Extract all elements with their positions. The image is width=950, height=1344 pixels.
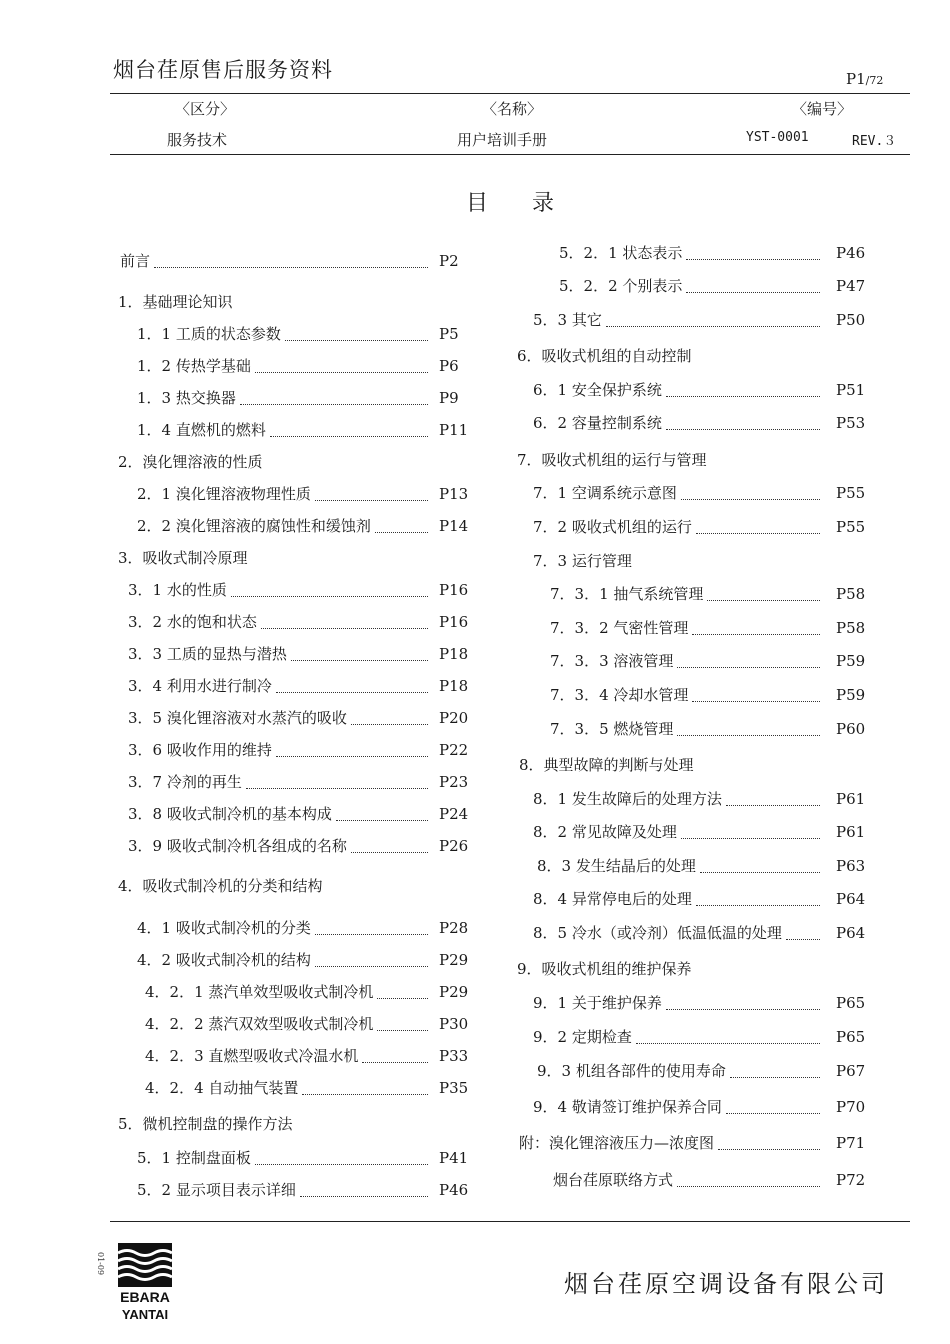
toc-entry[interactable] xyxy=(120,250,479,272)
toc-entry[interactable] xyxy=(137,387,479,409)
toc-entry-page: P23 xyxy=(439,773,469,791)
toc-leader-dots xyxy=(300,1196,428,1197)
toc-entry-label: 附：溴化锂溶液压力—浓度图 xyxy=(519,1134,715,1152)
toc-entry-label: 3．3 工质的显热与潜热 xyxy=(128,645,287,663)
toc-entry-page: P60 xyxy=(836,720,866,738)
logo-text-yantai: YANTAI xyxy=(121,1307,169,1322)
toc-entry-page: P67 xyxy=(836,1062,866,1080)
toc-entry[interactable] xyxy=(550,684,876,706)
toc-entry[interactable] xyxy=(145,981,479,1003)
toc-entry-label: 5．1 控制盘面板 xyxy=(137,1149,251,1167)
toc-leader-dots xyxy=(255,372,428,373)
toc-entry-page: P20 xyxy=(439,709,469,727)
toc-entry[interactable] xyxy=(128,803,479,825)
toc-entry-label: 3．1 水的性质 xyxy=(128,581,227,599)
toc-entry[interactable] xyxy=(128,707,479,729)
footer-rule xyxy=(110,1221,910,1222)
toc-leader-dots xyxy=(686,259,820,260)
toc-leader-dots xyxy=(291,660,428,661)
name-value: 用户培训手册 xyxy=(457,131,548,149)
toc-entry-page: P2 xyxy=(439,252,459,270)
toc-leader-dots xyxy=(726,805,820,806)
toc-entry[interactable] xyxy=(537,855,876,877)
toc-entry[interactable] xyxy=(533,1096,876,1118)
toc-entry-label: 5．2．1 状态表示 xyxy=(559,244,683,262)
toc-entry[interactable] xyxy=(137,355,479,377)
category-value: 服务技术 xyxy=(167,131,228,149)
toc-entry[interactable] xyxy=(128,611,479,633)
toc-entry-label: 3．7 冷剂的再生 xyxy=(128,773,242,791)
toc-entry[interactable] xyxy=(128,739,479,761)
toc-entry-label: 1．3 热交换器 xyxy=(137,389,236,407)
toc-entry-page: P24 xyxy=(439,805,469,823)
toc-leader-dots xyxy=(718,1149,820,1150)
toc-entry[interactable] xyxy=(533,412,876,434)
toc-entry[interactable] xyxy=(128,771,479,793)
toc-entry[interactable] xyxy=(553,1169,876,1191)
toc-entry-page: P16 xyxy=(439,613,469,631)
toc-entry[interactable] xyxy=(533,922,876,944)
toc-leader-dots xyxy=(681,499,820,500)
toc-leader-dots xyxy=(246,788,428,789)
toc-leader-dots xyxy=(315,934,428,935)
toc-section-heading[interactable]: 6．吸收式机组的自动控制 xyxy=(517,347,692,365)
toc-leader-dots xyxy=(377,1030,428,1031)
toc-section-heading[interactable]: 7．吸收式机组的运行与管理 xyxy=(517,451,707,469)
toc-entry[interactable] xyxy=(137,323,479,345)
toc-entry-label: 前言 xyxy=(120,252,151,270)
toc-entry-label: 4．2．2 蒸汽双效型吸收式制冷机 xyxy=(145,1015,374,1033)
toc-leader-dots xyxy=(154,267,428,268)
toc-entry-page: P26 xyxy=(439,837,469,855)
toc-entry[interactable] xyxy=(137,949,479,971)
toc-entry[interactable] xyxy=(137,515,479,537)
toc-leader-dots xyxy=(692,634,820,635)
toc-entry[interactable] xyxy=(145,1045,479,1067)
toc-entry[interactable] xyxy=(550,583,876,605)
col-label-name: 〈名称〉 xyxy=(482,100,543,118)
toc-section-heading[interactable]: 9．吸收式机组的维护保养 xyxy=(517,960,692,978)
toc-entry-page: P47 xyxy=(836,277,866,295)
toc-entry-label: 3．2 水的饱和状态 xyxy=(128,613,257,631)
toc-section-heading[interactable]: 4．吸收式制冷机的分类和结构 xyxy=(118,877,323,895)
toc-entry[interactable] xyxy=(128,835,479,857)
toc-entry-label: 9．3 机组各部件的使用寿命 xyxy=(537,1062,726,1080)
toc-entry[interactable] xyxy=(137,1147,479,1169)
page-number xyxy=(846,70,883,88)
toc-entry-label: 9．4 敬请签订维护保养合同 xyxy=(533,1098,722,1116)
toc-entry-page: P64 xyxy=(836,924,866,942)
toc-entry[interactable] xyxy=(128,643,479,665)
toc-entry-page: P71 xyxy=(836,1134,866,1152)
toc-entry-page: P11 xyxy=(439,421,469,439)
toc-leader-dots xyxy=(786,939,820,940)
toc-leader-dots xyxy=(270,436,428,437)
toc-leader-dots xyxy=(636,1043,820,1044)
page-current: 1 xyxy=(856,70,866,88)
toc-entry-label: 1．2 传热学基础 xyxy=(137,357,251,375)
toc-entry-label: 6．2 容量控制系统 xyxy=(533,414,662,432)
col-label-code: 〈编号〉 xyxy=(792,100,853,118)
header-top-rule xyxy=(110,93,910,94)
toc-entry-page: P65 xyxy=(836,994,866,1012)
toc-entry-page: P41 xyxy=(439,1149,469,1167)
toc-leader-dots xyxy=(666,429,820,430)
toc-entry-page: P14 xyxy=(439,517,469,535)
page-prefix: P xyxy=(846,70,857,88)
toc-entry[interactable] xyxy=(533,516,876,538)
toc-entry-label: 7．3．4 冷却水管理 xyxy=(550,686,689,704)
toc-entry-page: P61 xyxy=(836,823,866,841)
toc-entry-page: P59 xyxy=(836,652,866,670)
toc-entry-label: 4．1 吸收式制冷机的分类 xyxy=(137,919,311,937)
toc-leader-dots xyxy=(231,596,428,597)
toc-leader-dots xyxy=(302,1094,428,1095)
toc-leader-dots xyxy=(377,998,428,999)
toc-entry-page: P30 xyxy=(439,1015,469,1033)
toc-leader-dots xyxy=(276,756,428,757)
toc-leader-dots xyxy=(255,1164,428,1165)
toc-entry-page: P70 xyxy=(836,1098,866,1116)
toc-entry-page: P46 xyxy=(836,244,866,262)
revision-value: REV.３ xyxy=(852,134,897,149)
toc-entry-label: 1．4 直燃机的燃料 xyxy=(137,421,266,439)
document-title: 烟台荏原售后服务资料 xyxy=(113,58,333,82)
toc-entry-page: P29 xyxy=(439,951,469,969)
toc-entry[interactable] xyxy=(145,1013,479,1035)
toc-entry-label: 7．1 空调系统示意图 xyxy=(533,484,677,502)
toc-leader-dots xyxy=(276,692,428,693)
toc-leader-dots xyxy=(315,500,428,501)
toc-entry-page: P64 xyxy=(836,890,866,908)
toc-leader-dots xyxy=(696,905,820,906)
toc-entry-page: P55 xyxy=(836,518,866,536)
toc-leader-dots xyxy=(666,396,820,397)
toc-leader-dots xyxy=(730,1077,820,1078)
toc-entry-page: P5 xyxy=(439,325,459,343)
toc-entry-label: 7．3．2 气密性管理 xyxy=(550,619,689,637)
toc-entry-page: P35 xyxy=(439,1079,469,1097)
toc-section-heading[interactable]: 2．溴化锂溶液的性质 xyxy=(118,453,263,471)
toc-entry[interactable] xyxy=(533,888,876,910)
toc-entry-label: 5．2 显示项目表示详细 xyxy=(137,1181,296,1199)
toc-entry-label: 8．2 常见故障及处理 xyxy=(533,823,677,841)
toc-entry-page: P55 xyxy=(836,484,866,502)
toc-leader-dots xyxy=(726,1113,820,1114)
toc-leader-dots xyxy=(677,735,820,736)
toc-entry-page: P22 xyxy=(439,741,469,759)
toc-entry-page: P65 xyxy=(836,1028,866,1046)
toc-entry[interactable] xyxy=(533,1026,876,1048)
toc-leader-dots xyxy=(240,404,428,405)
toc-leader-dots xyxy=(315,966,428,967)
toc-entry[interactable] xyxy=(559,275,876,297)
toc-leader-dots xyxy=(686,292,820,293)
page-total: /72 xyxy=(865,74,884,87)
toc-entry[interactable] xyxy=(533,482,876,504)
toc-entry-page: P28 xyxy=(439,919,469,937)
toc-entry-page: P13 xyxy=(439,485,469,503)
toc-entry-label: 9．2 定期检查 xyxy=(533,1028,632,1046)
toc-entry-page: P50 xyxy=(836,311,866,329)
toc-entry-label: 6．1 安全保护系统 xyxy=(533,381,662,399)
toc-leader-dots xyxy=(677,1186,820,1187)
toc-entry-label: 7．3．3 溶液管理 xyxy=(550,652,674,670)
toc-leader-dots xyxy=(362,1062,428,1063)
toc-entry-label: 1．1 工质的状态参数 xyxy=(137,325,281,343)
toc-entry[interactable] xyxy=(533,309,876,331)
toc-entry[interactable] xyxy=(137,419,479,441)
toc-section-heading[interactable]: 5．微机控制盘的操作方法 xyxy=(118,1115,293,1133)
toc-leader-dots xyxy=(336,820,428,821)
toc-entry-label: 4．2．3 直燃型吸收式冷温水机 xyxy=(145,1047,359,1065)
toc-entry-label: 2．2 溴化锂溶液的腐蚀性和缓蚀剂 xyxy=(137,517,371,535)
toc-entry[interactable] xyxy=(533,821,876,843)
toc-entry-label: 5．3 其它 xyxy=(533,311,602,329)
toc-entry-label: 4．2．1 蒸汽单效型吸收式制冷机 xyxy=(145,983,374,1001)
toc-entry[interactable] xyxy=(137,1179,479,1201)
toc-entry-label: 4．2．4 自动抽气装置 xyxy=(145,1079,299,1097)
toc-entry[interactable] xyxy=(550,650,876,672)
toc-entry[interactable] xyxy=(550,617,876,639)
toc-entry-page: P16 xyxy=(439,581,469,599)
toc-entry-page: P61 xyxy=(836,790,866,808)
toc-entry-page: P18 xyxy=(439,677,469,695)
toc-entry[interactable] xyxy=(559,242,876,264)
toc-entry-label: 3．6 吸收作用的维持 xyxy=(128,741,272,759)
toc-entry[interactable] xyxy=(128,579,479,601)
toc-leader-dots xyxy=(375,532,428,533)
toc-entry-label: 7．3．5 燃烧管理 xyxy=(550,720,674,738)
toc-entry-label: 9．1 关于维护保养 xyxy=(533,994,662,1012)
toc-entry-label: 烟台荏原联络方式 xyxy=(553,1171,674,1189)
toc-entry[interactable] xyxy=(550,718,876,740)
toc-section-heading[interactable]: 7．3 运行管理 xyxy=(533,552,632,570)
toc-entry-label: 7．2 吸收式机组的运行 xyxy=(533,518,692,536)
toc-entry-page: P29 xyxy=(439,983,469,1001)
toc-leader-dots xyxy=(677,667,820,668)
toc-entry-label: 3．8 吸收式制冷机的基本构成 xyxy=(128,805,332,823)
col-label-category: 〈区分〉 xyxy=(175,100,236,118)
toc-entry-page: P53 xyxy=(836,414,866,432)
toc-leader-dots xyxy=(681,838,820,839)
toc-entry-page: P18 xyxy=(439,645,469,663)
toc-leader-dots xyxy=(261,628,428,629)
toc-leader-dots xyxy=(696,533,820,534)
side-code: 01-09 xyxy=(96,1252,105,1276)
toc-entry-page: P72 xyxy=(836,1171,866,1189)
logo-text-ebara: EBARA xyxy=(120,1289,170,1305)
toc-section-heading[interactable]: 3．吸收式制冷原理 xyxy=(118,549,248,567)
toc-entry-page: P63 xyxy=(836,857,866,875)
toc-leader-dots xyxy=(606,326,820,327)
toc-leader-dots xyxy=(285,340,428,341)
toc-entry-page: P58 xyxy=(836,585,866,603)
toc-entry[interactable] xyxy=(537,1060,876,1082)
toc-leader-dots xyxy=(692,701,820,702)
code-value: YST-0001 xyxy=(746,130,809,145)
toc-entry[interactable] xyxy=(145,1077,479,1099)
ebara-yantai-logo xyxy=(112,1241,178,1323)
toc-entry-page: P59 xyxy=(836,686,866,704)
toc-leader-dots xyxy=(700,872,820,873)
toc-entry-label: 8．5 冷水（或冷剂）低温低温的处理 xyxy=(533,924,782,942)
toc-leader-dots xyxy=(351,852,428,853)
toc-entry[interactable] xyxy=(128,675,479,697)
toc-entry[interactable] xyxy=(137,917,479,939)
toc-entry-label: 8．3 发生结晶后的处理 xyxy=(537,857,696,875)
company-name: 烟台荏原空调设备有限公司 xyxy=(564,1270,888,1298)
toc-entry-page: P9 xyxy=(439,389,459,407)
toc-entry-label: 2．1 溴化锂溶液物理性质 xyxy=(137,485,311,503)
toc-entry-label: 5．2．2 个别表示 xyxy=(559,277,683,295)
toc-title: 目录 xyxy=(466,191,599,216)
toc-entry-label: 7．3．1 抽气系统管理 xyxy=(550,585,704,603)
toc-entry-label: 4．2 吸收式制冷机的结构 xyxy=(137,951,311,969)
toc-leader-dots xyxy=(666,1009,820,1010)
toc-entry[interactable] xyxy=(533,992,876,1014)
toc-section-heading[interactable]: 8．典型故障的判断与处理 xyxy=(519,756,694,774)
toc-entry-label: 3．4 利用水进行制冷 xyxy=(128,677,272,695)
toc-entry-page: P46 xyxy=(439,1181,469,1199)
toc-entry-page: P58 xyxy=(836,619,866,637)
toc-entry[interactable] xyxy=(533,788,876,810)
toc-leader-dots xyxy=(351,724,428,725)
toc-entry[interactable] xyxy=(137,483,479,505)
toc-entry-label: 3．9 吸收式制冷机各组成的名称 xyxy=(128,837,347,855)
toc-entry-label: 3．5 溴化锂溶液对水蒸汽的吸收 xyxy=(128,709,347,727)
toc-entry-page: P6 xyxy=(439,357,459,375)
toc-entry[interactable] xyxy=(533,379,876,401)
toc-entry-page: P51 xyxy=(836,381,866,399)
toc-entry[interactable] xyxy=(519,1132,876,1154)
toc-entry-label: 8．4 异常停电后的处理 xyxy=(533,890,692,908)
toc-leader-dots xyxy=(707,600,820,601)
toc-entry-page: P33 xyxy=(439,1047,469,1065)
toc-section-heading[interactable]: 1．基础理论知识 xyxy=(118,293,233,311)
header-bottom-rule xyxy=(110,154,910,155)
toc-entry-label: 8．1 发生故障后的处理方法 xyxy=(533,790,722,808)
